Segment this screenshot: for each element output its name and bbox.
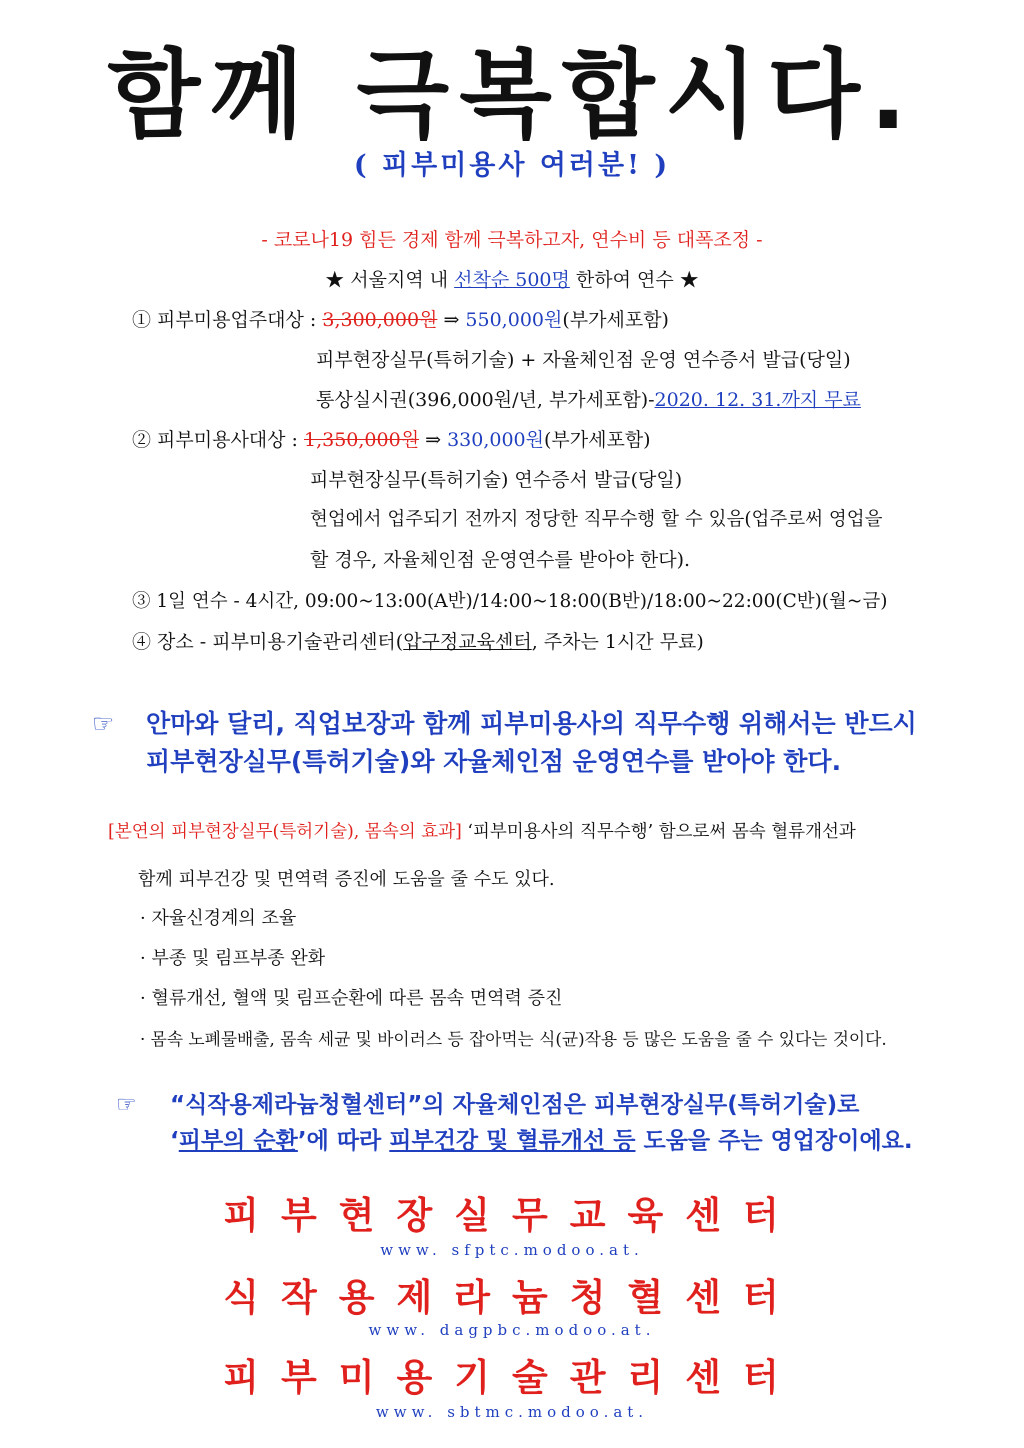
center-name-sfptc: 피부현장실무교육센터 xyxy=(223,1193,801,1237)
center-name-dagpbc: 식작용제라늄청혈센터 xyxy=(223,1275,801,1319)
item4-location xyxy=(132,628,704,656)
item4-venue: 압구정교육센터 xyxy=(403,631,532,653)
covid-notice: - 코로나19 힘든 경제 함께 극복하고자, 연수비 등 대폭조정 - xyxy=(261,229,763,251)
pointing-hand-icon: ☞ xyxy=(92,709,115,738)
item2-new-price: 330,000원 xyxy=(447,429,544,451)
skin-circulation: 피부의 순환 xyxy=(178,1128,298,1154)
item1-arrow: ⇒ xyxy=(437,309,466,331)
pointing-hand-icon: ☞ xyxy=(116,1092,137,1118)
item2-line2: 피부현장실무(특허기술) 연수증서 발급(당일) xyxy=(310,469,683,491)
seoul-first-come-line xyxy=(0,266,1024,294)
callout2-line2 xyxy=(170,1124,913,1158)
item2-label: ② 피부미용사대상 : xyxy=(132,429,304,451)
item4-prefix: ④ 장소 - 피부미용기술관리센터( xyxy=(132,631,404,653)
item1-new-price: 550,000원 xyxy=(465,309,563,331)
item2-line4: 할 경우, 자율체인점 운영연수를 받아야 한다). xyxy=(310,549,691,571)
callout2-line1: “식작용제라늄청혈센터”의 자율체인점은 피부현장실무(특허기술)로 xyxy=(170,1092,860,1118)
item4-suffix: , 주차는 1시간 무료) xyxy=(531,631,704,653)
center-name-sbtmc: 피부미용기술관리센터 xyxy=(223,1355,801,1399)
center-url-sbtmc[interactable]: www. sbtmc.modoo.at. xyxy=(375,1403,649,1421)
first-come-highlight: 선착순 500명 xyxy=(454,269,570,291)
callout2-seg5: 도움을 주는 영업장이에요. xyxy=(635,1128,913,1154)
item2-vat: (부가세포함) xyxy=(544,429,651,451)
item1-label: ① 피부미용업주대상 : xyxy=(132,309,323,331)
page-title: 함께 극복합시다. xyxy=(107,39,917,151)
list-item: · 부종 및 림프부종 완화 xyxy=(140,948,326,969)
item1-free-until: 2020. 12. 31.까지 무료 xyxy=(654,389,861,411)
callout2-seg3: ’에 따라 xyxy=(297,1128,390,1154)
callout1-line2: 피부현장실무(특허기술)와 자율체인점 운영연수를 받아야 한다. xyxy=(146,747,842,776)
center-url-dagpbc[interactable]: www. dagpbc.modoo.at. xyxy=(368,1321,656,1339)
star-suffix: 한하여 연수 ★ xyxy=(569,269,699,291)
item1-line3-prefix: 통상실시권(396,000원/년, 부가세포함)- xyxy=(316,389,655,411)
item1-old-price: 3,300,000원 xyxy=(322,309,438,331)
effects-tag: [본연의 피부현장실무(특허기술), 몸속의 효과] xyxy=(108,822,462,842)
subtitle: ( 피부미용사 여러분! ) xyxy=(353,150,671,181)
item1-vat: (부가세포함) xyxy=(562,309,669,331)
callout2-seg1: ‘ xyxy=(170,1128,179,1154)
item1-price-line xyxy=(132,306,669,334)
item1-line3 xyxy=(316,386,861,414)
star-prefix: ★ 서울지역 내 xyxy=(325,269,455,291)
item1-line2: 피부현장실무(특허기술) + 자율체인점 운영 연수증서 발급(당일) xyxy=(316,349,851,371)
list-item: · 자율신경계의 조율 xyxy=(140,908,297,929)
skin-health-blood-flow: 피부건강 및 혈류개선 등 xyxy=(389,1128,636,1154)
item2-line3: 현업에서 업주되기 전까지 정당한 직무수행 할 수 있음(업주로써 영업을 xyxy=(310,509,883,530)
list-item: · 혈류개선, 혈액 및 림프순환에 따른 몸속 면역력 증진 xyxy=(140,988,563,1009)
item3-schedule: ③ 1일 연수 - 4시간, 09:00~13:00(A반)/14:00~18:00(B반)/18:00~22:00(C반)(월~금) xyxy=(132,591,888,612)
effects-line1: ‘피부미용사의 직무수행’ 함으로써 몸속 혈류개선과 xyxy=(461,822,856,842)
center-url-sfptc[interactable]: www. sfptc.modoo.at. xyxy=(380,1241,644,1259)
effects-intro xyxy=(108,818,856,846)
callout1-line1: 안마와 달리, 직업보장과 함께 피부미용사의 직무수행 위해서는 반드시 xyxy=(146,709,917,738)
item2-price-line xyxy=(132,426,651,454)
effects-line2: 함께 피부건강 및 면역력 증진에 도움을 줄 수도 있다. xyxy=(138,869,555,890)
item2-arrow: ⇒ xyxy=(419,429,448,451)
list-item: · 몸속 노폐물배출, 몸속 세균 및 바이러스 등 잡아먹는 식(균)작용 등 많은 도움을 줄 수 있다는 것이다. xyxy=(140,1029,887,1049)
item2-old-price: 1,350,000원 xyxy=(304,429,420,451)
